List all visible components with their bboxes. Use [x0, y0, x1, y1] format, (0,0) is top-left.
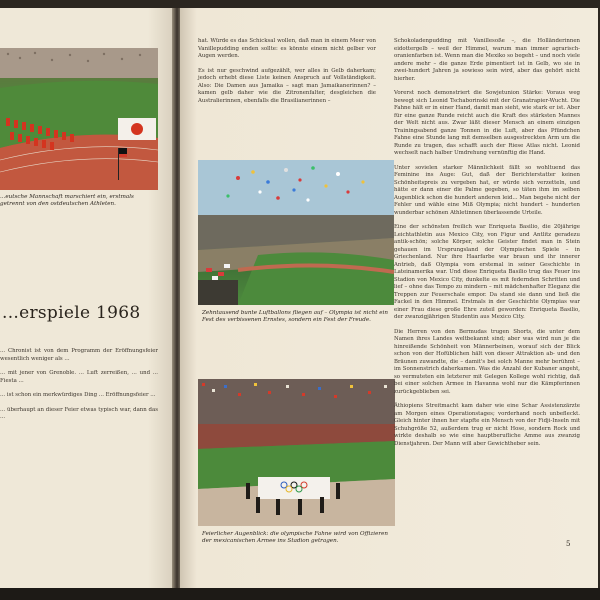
- page-number: 5: [566, 540, 571, 548]
- right-paragraph: Es ist nur geschwind aufgezählt, wer alles in Gelb daherkam; jedoch erhebt diese Liste keinen Anspruch auf Vollständigkeit. Also: Die Damen aus Jamaika – sagt man Jamaikanerinnen? – kamen gelb daher wie die Zitronenfalter, desgleichen die Australierinnen, ebenfalls die Brasilianerinnen –: [198, 67, 376, 104]
- flag-ceremony-photo: [198, 379, 395, 526]
- flag-ceremony-illustration: [198, 379, 395, 526]
- balloons-illustration: [198, 160, 394, 305]
- right-paragraph: hat. Würde es das Schicksal wollen, daß man in einem Meer von Vanillepudding enden sollte: es könnte einem nicht gelber vor Augen werden.: [198, 38, 376, 59]
- left-page-body: [0, 348, 158, 429]
- left-paragraph: ... mit jener von Grenoble. ... Luft zerreißen, ... und ... Fiesta ...: [0, 370, 158, 384]
- right-paragraph: Vorerst noch demonstriert die Sowjetunion Stärke: Voraus weg bewegt sich Leonid Tschaborinski mit der Granatrapier-Wucht. Die Fahne hält er in einer Hand, damit man sieht, wie stark er ist. Aber für eine ganze Runde reicht auch die Kraft des stärksten Mannes der Welt nicht aus. Zwar läßt dieser Mensch an einem einzigen Trainingsabend ganze Tonnen in die Luft, aber das Pfündchen Fahne eine Stunde lang mit demselben ausgestreckten Arm um die Runde zu tragen, das schafft auch der Riese Atlas nicht. Leonid wechselt nach halber Umdrehung vernünftig die Hand.: [394, 90, 580, 156]
- left-paragraph: ... Chronist ist von dem Programm der Eröffnungsfeier wesentlich weniger als ...: [0, 348, 158, 362]
- balloons-caption: Zehntausend bunte Luftballons fliegen auf – Olympia ist nicht ein Fest des verbissenen Ernstes, sondern ein Fest der Freude.: [202, 310, 388, 323]
- flag-ceremony-caption: Feierlicher Augenblick: die olympische Fahne wird von Offizieren der mexicanischen Armee ins Stadion getragen.: [202, 531, 388, 544]
- left-paragraph: ... überhaupt an dieser Feier etwas typisch war, dann das ...: [0, 406, 158, 420]
- left-paragraph: ... ist schon ein merkwürdiges Ding ... Eröffnungsfeier ...: [0, 392, 156, 398]
- book-bottom-edge: [0, 588, 600, 600]
- right-page: [180, 8, 598, 588]
- right-column-2-text: [394, 38, 580, 455]
- stadium-parade-illustration: [0, 48, 158, 190]
- right-paragraph: Schokoladenpudding mit Vanillesoße –, die Holländerinnen eidottergelb – weil der Himmel, warum man immer agrarisch-oranienfarben ist. Wenn man die Mexiko so begeht – und noch viele andere mehr – die ganze Erde pimentiert ist in Gelb, wo sie in zwei-hundert Jahren ja sowieso sein wird, aber das gehört nicht hierher.: [394, 38, 580, 82]
- stadium-parade-photo: [0, 48, 158, 190]
- right-paragraph: Äthiopiens Streitmacht kam daher wie eine Schar Assistenzärzte am Morgen eines Operationstages; vorderhand noch unbefleckt. Gleich hinter ihnen her stapfte ein Mensch von der Fidji-Inseln mit Schuhgröße 52, außerdem trug er nicht Hose, sondern Rock und wirkte deshalb so wie eine hauptberufliche Amme aus zwanzig Dienstjahren. Der Mann will aber Gewichtheber sein.: [394, 403, 580, 447]
- right-paragraph: Die Herren von den Bermudas trugen Shorts, die unter dem Namen ihres Landes weltbekannt sind; aber was wird nun je die hinreißende Schönheit von Männerbeinen, worauf sich der Blick schon von der Hofüblichen hält von dieser Attraktion ab- und den Bräunen zuwandte, die – damit's bei solch Manne mehr berühmt – im Sonnenstrich daherkamen. Was die Anzahl der Kubaner angeht, so vermuteten ein letzterer mit Gelegen Kollege wohl richtig, daß bei einer solchen Armee in Havanna wohl nur die Kämpferinnen zurückgeblieben sei.: [394, 328, 580, 395]
- right-column-1-text: [198, 38, 376, 112]
- balloons-photo: [198, 160, 394, 305]
- left-page: [0, 8, 174, 588]
- right-paragraph: Eine der schönsten freilich war Enriqueta Basilio, die 20jährige Leichtathletin aus Mexico City, von Figur und Antlitz geradezu antik-schön; solche Körper, solche Geister findet man in Stein gehauen im Ursprungsland der Olympischen Spiele – in Griechenland. Nur ihre Haarfarbe war braun und ihr innerer Antrieb, daß Olympia vom erstemal in seiner Geschichte in Lateinamerika war. Und diese Enriqueta Basilio trug das Feuer ins Stadion von Mexico City, dunkelte es mit federnden Schritten und lief – ohne das Tempo zu mindern – mit mädchenhafter Eleganz die Treppen zur Feuerschale empor. Da stand sie dann und ließ die Fackel in den Himmel. Erstmals in der Geschichte Olympias war einer Frau diese große Ehre zuteil geworden: Enriqueta Basilio, der zwanzigjährigen Studentin aus Mexico City.: [394, 224, 580, 320]
- right-paragraph: Unter sovielen starker Männlichkeit fällt so wohltuend das Feminine ins Auge: Gut, daß der Berichterstatter keinen Schönheitspreis zu vergeben hat, er würde sich verzetteln, und hätte er dann einer die Palme gegeben, so täten ihm im selben Augenblick schon die hundert anderen leid... Man begehe nicht der Fehler und wähle eine Miß Olympia; nicht hundert – hunderten wunderbar schönen Athletinnen überlassende Urteile.: [394, 164, 580, 216]
- parade-photo-caption: ...eutsche Mannschaft marschiert ein, erstmals getrennt von den ostdeutschen Athleten.: [0, 194, 134, 207]
- section-heading: ...erspiele 1968: [2, 303, 141, 323]
